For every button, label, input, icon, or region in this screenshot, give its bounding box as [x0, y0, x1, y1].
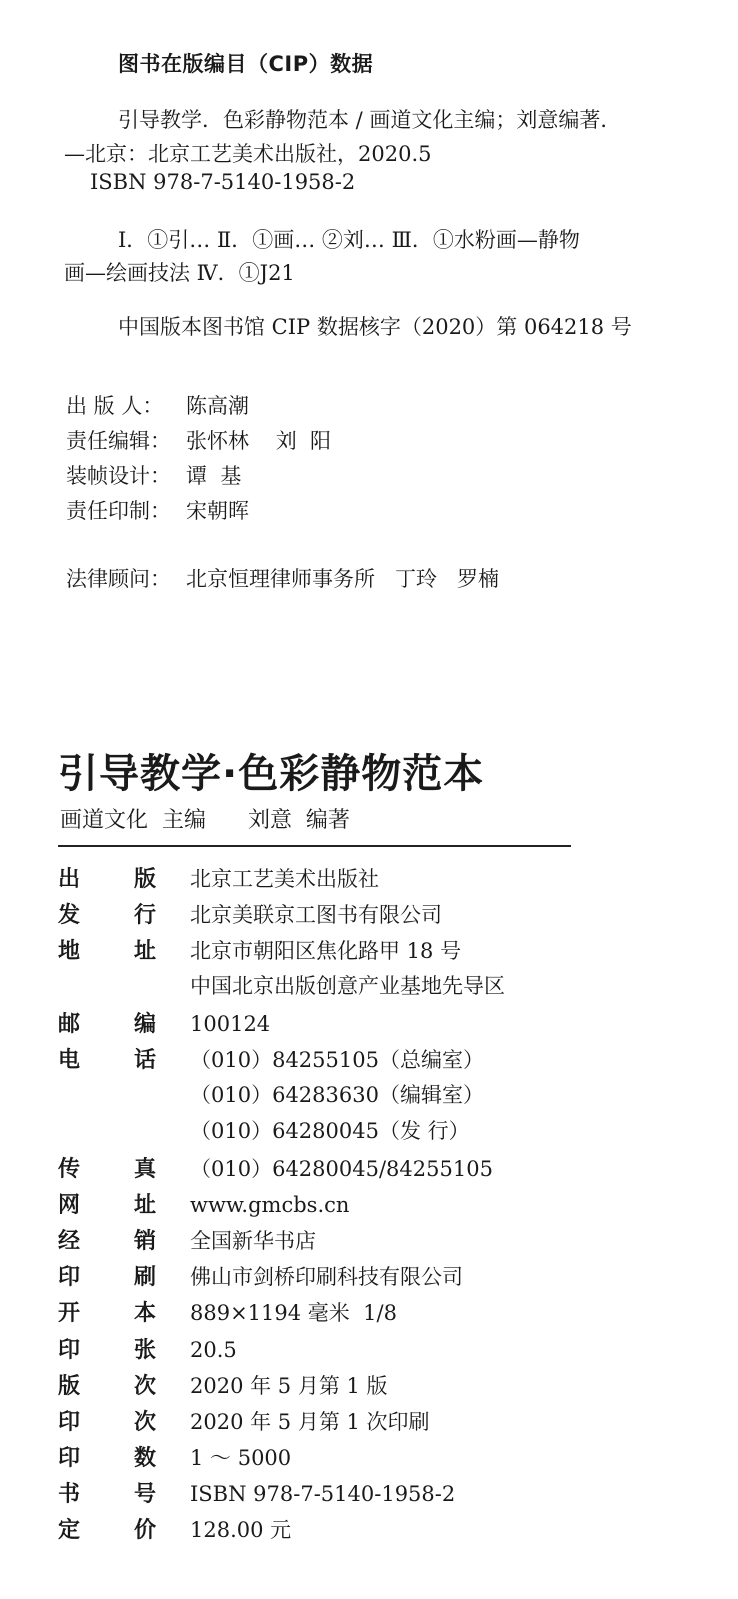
cip-classification-1: Ⅰ．①引… Ⅱ．①画… ②刘… Ⅲ．①水粉画—静物 — [118, 228, 580, 252]
spec-continuation: 中国北京出版创意产业基地先导区 — [190, 974, 505, 998]
spec-value: 北京美联京工图书有限公司 — [190, 903, 442, 927]
spec-value: 北京工艺美术出版社 — [190, 867, 379, 891]
spec-label-char-2: 销 — [134, 1229, 157, 1254]
cip-heading: 图书在版编目（CIP）数据 — [118, 52, 374, 76]
spec-label-char-2: 本 — [134, 1301, 157, 1326]
spec-label-char-1: 印 — [58, 1338, 81, 1363]
spec-value: 佛山市剑桥印刷科技有限公司 — [190, 1265, 463, 1289]
spec-value: （010）64280045/84255105 — [190, 1157, 493, 1181]
spec-row — [58, 1043, 698, 1074]
staff-value: 北京恒理律师事务所 丁玲 罗楠 — [186, 567, 500, 591]
spec-label-char-2: 版 — [134, 867, 157, 892]
staff-value: 宋朝晖 — [186, 499, 249, 523]
spec-value: 1 ～ 5000 — [190, 1446, 292, 1470]
spec-label-char-2: 址 — [134, 1193, 157, 1218]
staff-label: 责任印制： — [66, 499, 171, 523]
spec-label-char-2: 张 — [134, 1338, 157, 1363]
spec-row — [58, 1441, 698, 1472]
cip-isbn: ISBN 978-7-5140-1958-2 — [90, 170, 356, 194]
spec-label-char-1: 定 — [58, 1518, 81, 1543]
cip-classification-2: 画—绘画技法 Ⅳ．①J21 — [64, 261, 295, 285]
spec-value: ISBN 978-7-5140-1958-2 — [190, 1482, 456, 1506]
spec-label-char-2: 址 — [134, 939, 157, 964]
spec-label-char-1: 电 — [58, 1048, 81, 1073]
spec-label-char-1: 网 — [58, 1193, 81, 1218]
spec-label-char-1: 版 — [58, 1374, 81, 1399]
divider-rule — [58, 845, 571, 847]
spec-label-char-2: 话 — [134, 1048, 157, 1073]
spec-label-char-2: 次 — [134, 1410, 157, 1435]
spec-label-char-1: 地 — [58, 939, 81, 964]
spec-label-char-1: 印 — [58, 1265, 81, 1290]
spec-label-char-2: 行 — [134, 903, 157, 928]
spec-value: 2020 年 5 月第 1 次印刷 — [190, 1410, 430, 1434]
staff-designer — [66, 460, 241, 490]
spec-value: 128.00 元 — [190, 1518, 292, 1542]
spec-value: 2020 年 5 月第 1 版 — [190, 1374, 388, 1398]
spec-label-char-2: 价 — [134, 1518, 157, 1543]
spec-label-char-1: 开 — [58, 1301, 81, 1326]
spec-value: 全国新华书店 — [190, 1229, 316, 1253]
spec-label-char-1: 印 — [58, 1410, 81, 1435]
spec-row — [58, 1333, 698, 1364]
spec-row — [58, 934, 698, 965]
staff-printing — [66, 495, 249, 525]
spec-row — [58, 1369, 698, 1400]
spec-row — [58, 1513, 698, 1544]
cip-line-2: —北京：北京工艺美术出版社，2020.5 — [64, 142, 432, 166]
spec-label-char-2: 号 — [134, 1482, 157, 1507]
book-authors: 画道文化 主编 刘意 编著 — [60, 808, 350, 833]
spec-label-char-1: 经 — [58, 1229, 81, 1254]
staff-legal — [66, 563, 499, 593]
spec-label-char-1: 出 — [58, 867, 81, 892]
staff-label: 责任编辑： — [66, 429, 171, 453]
spec-value: 20.5 — [190, 1338, 237, 1362]
spec-row — [58, 1152, 698, 1183]
spec-label-char-1: 发 — [58, 903, 81, 928]
spec-label-char-1: 传 — [58, 1157, 81, 1182]
spec-label-char-2: 编 — [134, 1012, 157, 1037]
cip-record-number: 中国版本图书馆 CIP 数据核字（2020）第 064218 号 — [118, 315, 632, 339]
spec-row — [58, 1007, 698, 1038]
spec-value: 889×1194 毫米 1/8 — [190, 1301, 397, 1325]
spec-row — [58, 1224, 698, 1255]
spec-row — [58, 1296, 698, 1327]
spec-row — [58, 1405, 698, 1436]
spec-value: www.gmcbs.cn — [190, 1193, 350, 1217]
staff-editor — [66, 425, 331, 455]
staff-publisher — [66, 390, 249, 420]
staff-label: 出 版 人： — [66, 394, 164, 418]
spec-row — [58, 862, 698, 893]
spec-label-char-2: 刷 — [134, 1265, 157, 1290]
spec-label-char-2: 次 — [134, 1374, 157, 1399]
staff-label: 法律顾问： — [66, 567, 171, 591]
spec-row — [58, 1188, 698, 1219]
spec-label-char-1: 印 — [58, 1446, 81, 1471]
staff-value: 张怀林 刘 阳 — [186, 429, 332, 453]
spec-row — [58, 898, 698, 929]
spec-label-char-1: 邮 — [58, 1012, 81, 1037]
staff-value: 谭 基 — [186, 464, 242, 488]
spec-row — [58, 1260, 698, 1291]
staff-value: 陈高潮 — [186, 394, 249, 418]
spec-value: 北京市朝阳区焦化路甲 18 号 — [190, 939, 462, 963]
spec-label-char-2: 数 — [134, 1446, 157, 1471]
spec-continuation: （010）64283630（编辑室） — [190, 1083, 484, 1107]
spec-row — [58, 1477, 698, 1508]
spec-value: 100124 — [190, 1012, 271, 1036]
spec-continuation: （010）64280045（发 行） — [190, 1119, 470, 1143]
spec-value: （010）84255105（总编室） — [190, 1048, 484, 1072]
spec-label-char-2: 真 — [134, 1157, 157, 1182]
cip-line-1: 引导教学．色彩静物范本 / 画道文化主编；刘意编著． — [118, 108, 622, 132]
book-title: 引导教学·色彩静物范本 — [58, 751, 485, 797]
staff-label: 装帧设计： — [66, 464, 171, 488]
spec-label-char-1: 书 — [58, 1482, 81, 1507]
